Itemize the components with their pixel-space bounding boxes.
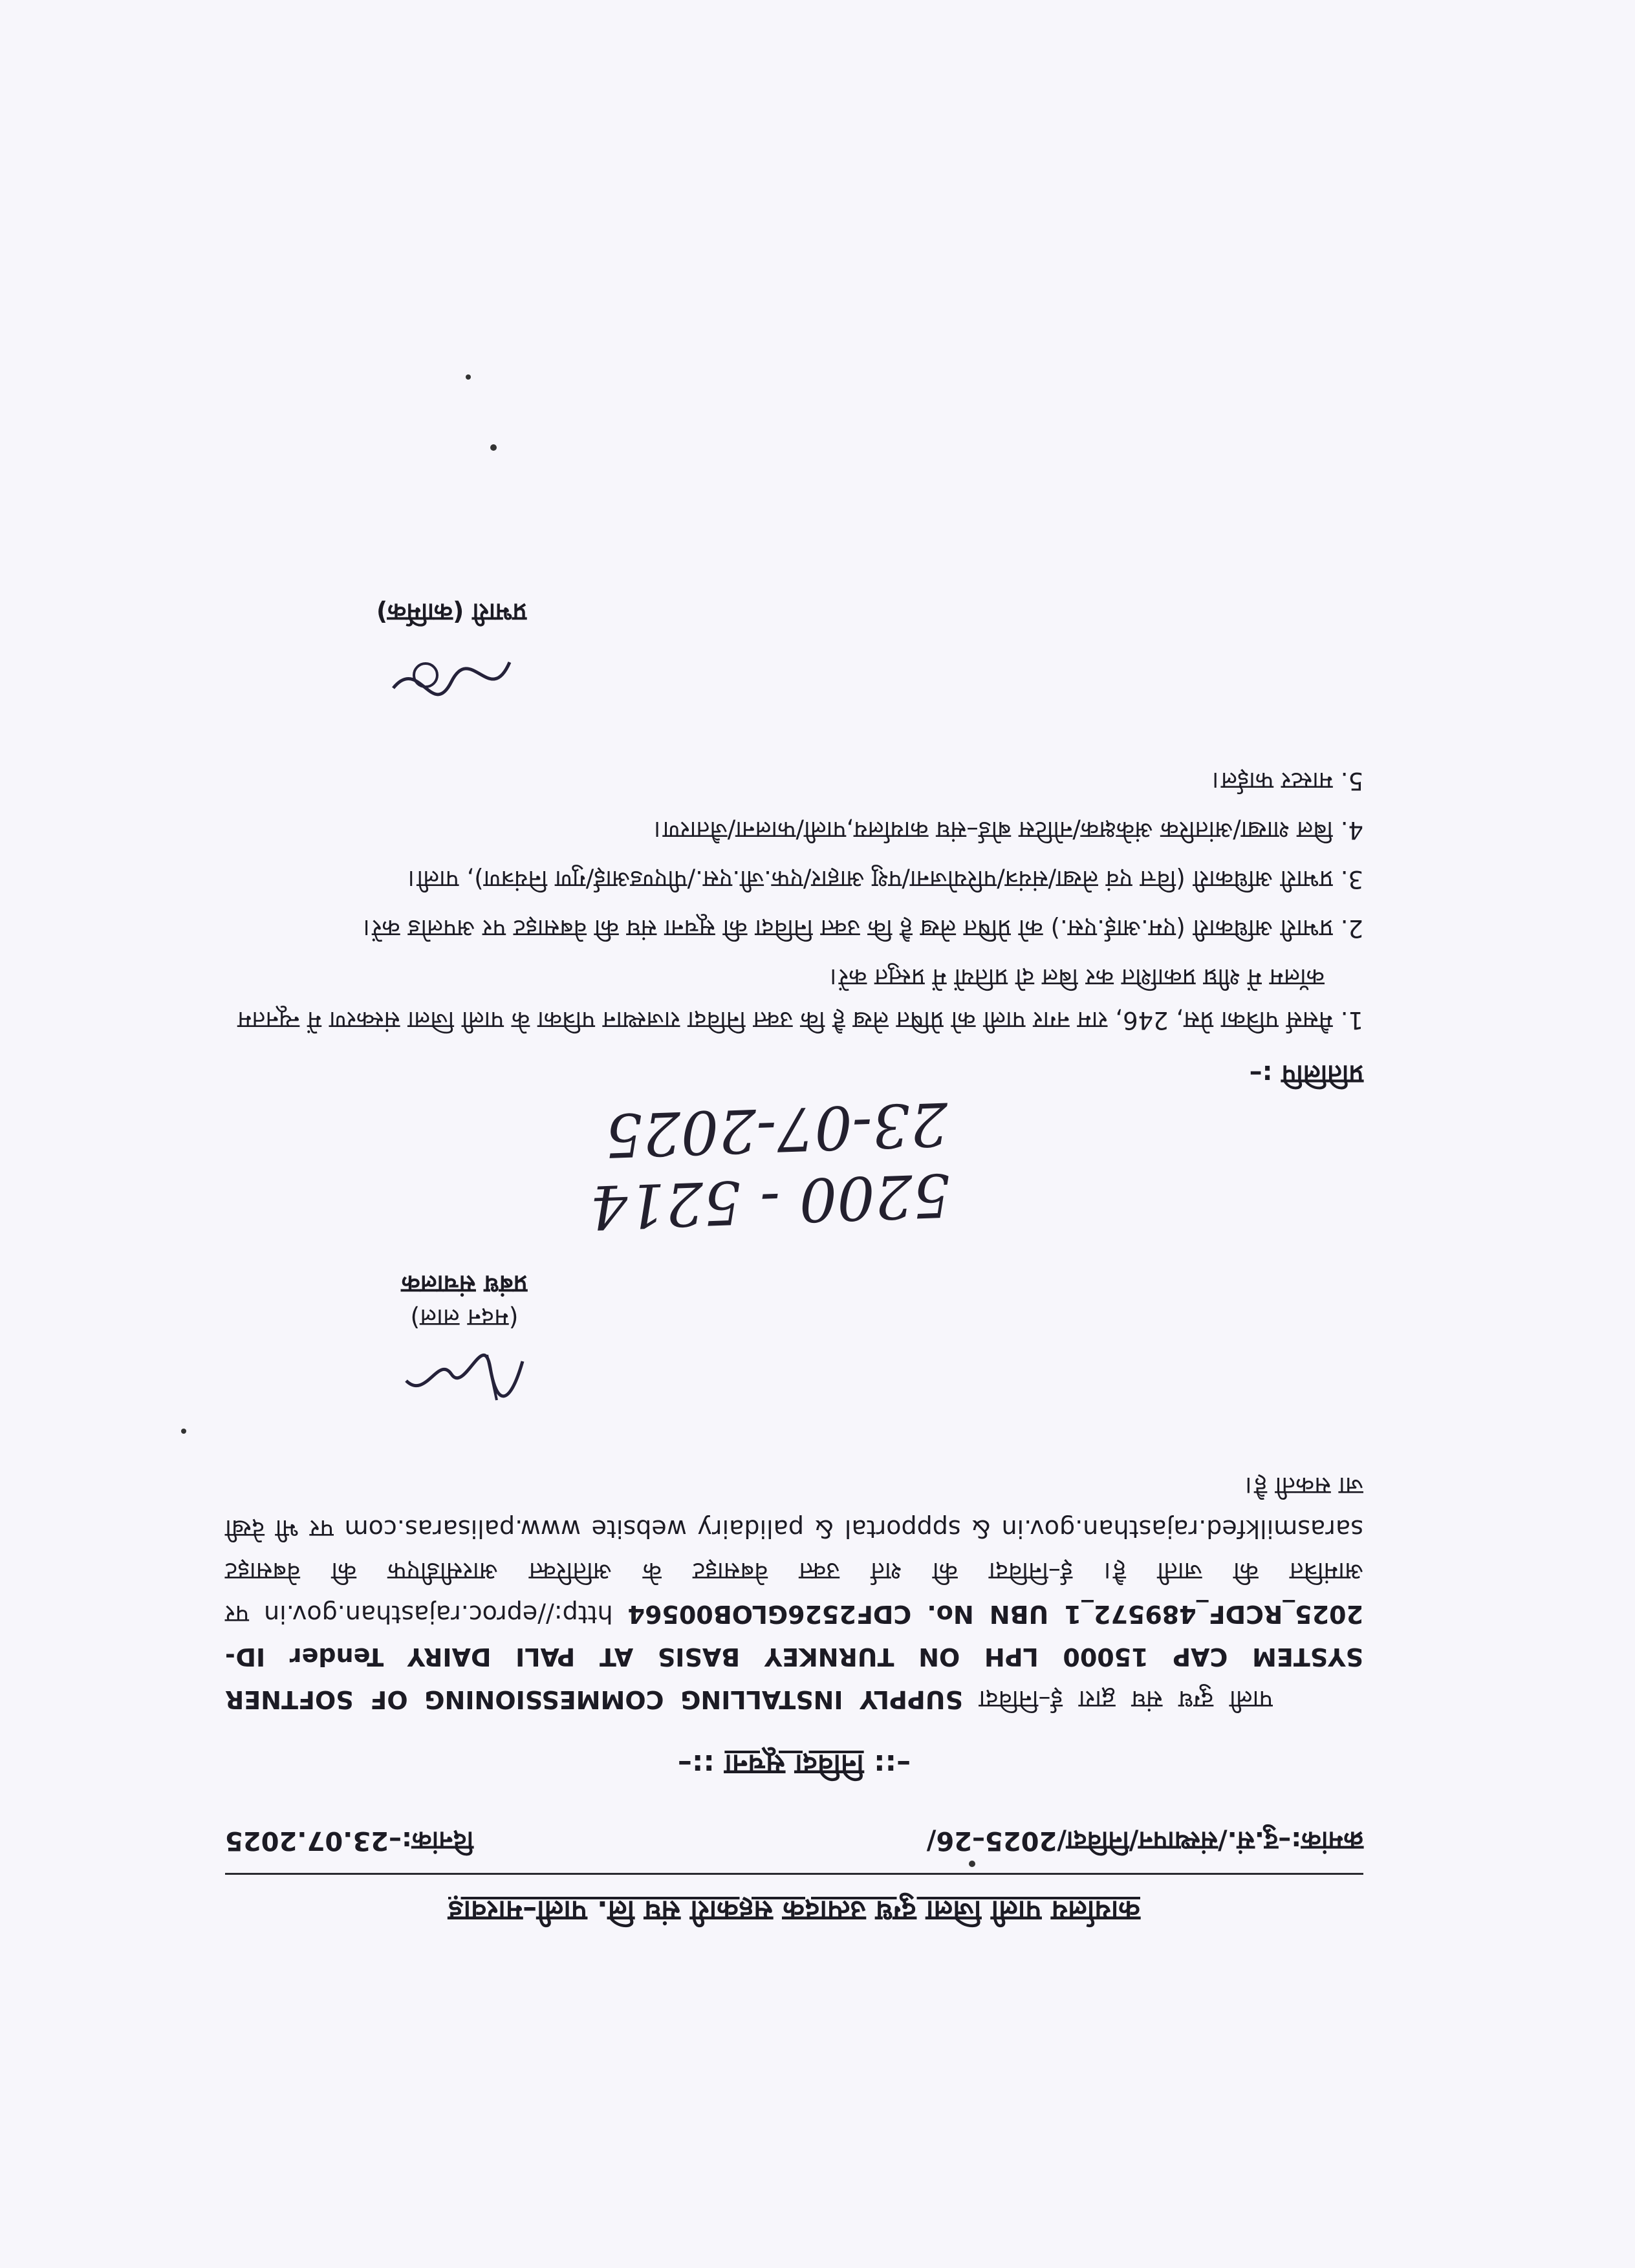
notice-body	[225, 1465, 1363, 1721]
notice-title-suffix: ::–	[677, 1748, 715, 1781]
signature-personnel	[380, 636, 523, 714]
handwritten-ref-date: 23-07-2025	[603, 1088, 949, 1170]
signatory-personnel	[329, 596, 574, 714]
signatory-personnel-designation: प्रभारी (कार्मिक)	[376, 598, 527, 627]
body-lead: पाली दुग्ध संघ द्वारा ई–निविदा	[979, 1685, 1273, 1714]
handwritten-dispatch	[223, 1088, 952, 1255]
body-subject: SUPPLY INSTALLING COMMESSIONING OF SOFTNER SYSTEM CAP 15000 LPH ON TURNKEY BASIS AT PALI DAIRY	[225, 1643, 1363, 1714]
signature-md-icon	[393, 1342, 536, 1420]
reference-number: क्रमांक:–दु.सं./संस्थापन/निविदा/2025–26/	[926, 1826, 1363, 1855]
notice-title-prefix: –::	[873, 1748, 911, 1781]
notice-document	[225, 596, 1363, 1932]
scan-speck	[181, 1429, 186, 1434]
notice-title	[225, 1747, 1363, 1786]
scan-speck	[969, 1861, 975, 1867]
signatory-md-name: (मदन लाल)	[410, 1304, 519, 1332]
heading-divider	[225, 1873, 1363, 1875]
signatory-md	[341, 1268, 587, 1420]
reference-row	[225, 1824, 1363, 1860]
copy-item: 1. मैसर्स पत्रिका प्रेस, 246, राम नगर पाली को प्रेषित लेख है कि उक्त निविदा राजस्थान पत्रिका के पाली जिला संस्करण में न्यूनतम कॉलम में शीघ्र प्रकाशित कर बिल दो प्रतियों में प्रस्तुत करें।	[237, 964, 1363, 1034]
body-text: http://eproc.rajasthan.gov.in पर आमंत्रित की जाती है। ई–निविदा की शर्त उक्त वेबसाइट के अतिरिक्त आरसीडीएफ की वेबसाइट sarasmilkfed.rajasthan.gov.in & sppportal & palidairy website www.palisaras.com पर भी देखी जा सकती है।	[225, 1472, 1363, 1628]
signature-md	[393, 1342, 536, 1420]
office-heading: कार्यालय पाली जिला दुग्ध उत्पादक सहकारी संघ लि. पाली–मारवाड़	[448, 1894, 1140, 1927]
signatory-md-designation: प्रबंध संचालक	[401, 1270, 528, 1299]
signature-personnel-icon	[380, 636, 523, 714]
body-tender-id: Tender ID-2025_RCDF_489572_1 UBN No. CDF2526GLOB00564	[225, 1600, 1363, 1671]
copy-item: 2. प्रभारी अधिकारी (एम.आई.एस.) को प्रेषित लेख है कि उक्त निविदा की सूचना संघ की वेबसाइट पर अपलोड करें।	[363, 914, 1363, 942]
scan-speck	[490, 444, 497, 451]
copy-item: 5. मास्टर फाईल।	[1211, 767, 1363, 795]
copies-list	[225, 759, 1363, 1041]
copy-item: 3. प्रभारी अधिकारी (वित्त एवं लेखा/संयंत्र/परियोजना/पशु आहार/एफ.जी.एस./पीएण्डआई/गुण नियंत्रण), पाली।	[407, 865, 1363, 893]
scan-speck	[466, 374, 471, 380]
copy-item: 4. बिल शाखा/आंतरिक अंकेक्षक/नोटिस बोर्ड–संघ कार्यालय,पाली/फालना/जैतारण।	[653, 816, 1363, 844]
handwritten-ref-number: 5200 - 5214	[589, 1160, 952, 1242]
reference-date: दिनांक:–23.07.2025	[225, 1826, 473, 1855]
copies-heading: प्रतिलिपि :–	[1249, 1059, 1363, 1089]
notice-title-text: निविदा सूचना	[724, 1748, 864, 1781]
